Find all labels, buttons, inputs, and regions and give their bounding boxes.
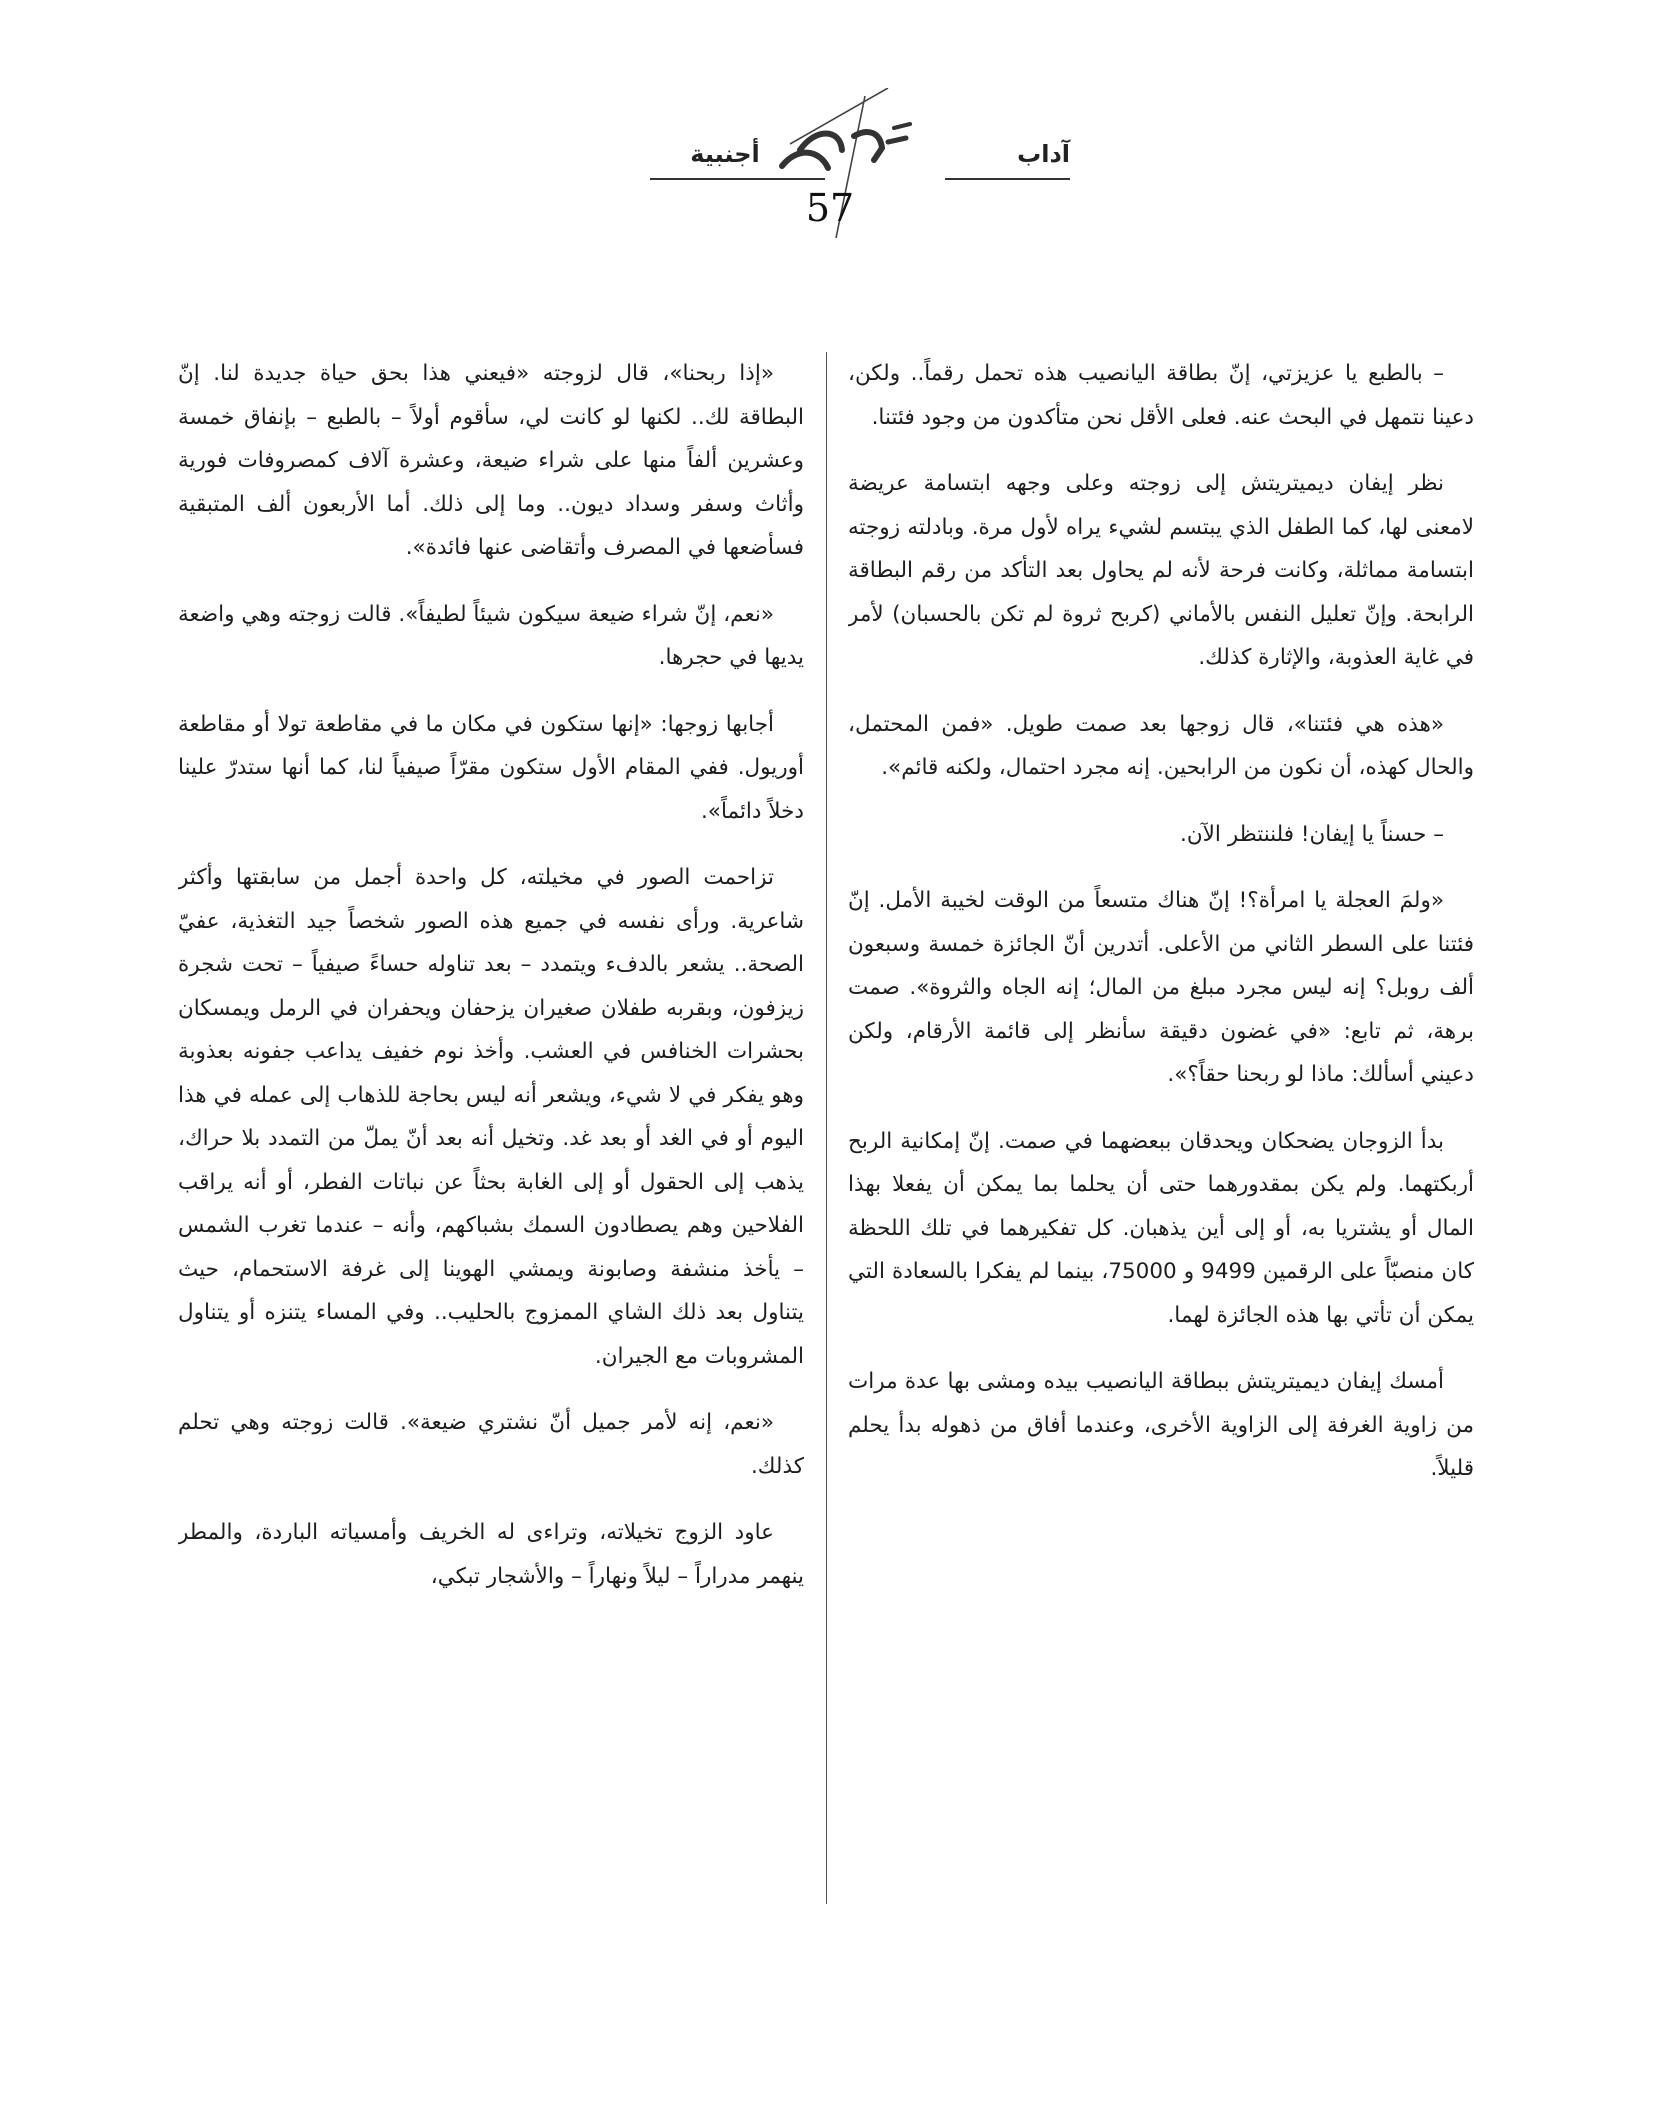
paragraph: «إذا ربحنا»، قال لزوجته «فيعني هذا بحق حياة جديدة لنا. إنّ البطاقة لك.. لكنها لو كانت لي، سأقوم أولاً – بالطبع – بإنفاق خمسة وعشرين ألفاً منها على شراء ضيعة، وعشرة آلاف كمصروفات فورية وأثاث وسفر وسداد ديون.. وما إلى ذلك. أما الأربعون ألف المتبقية فسأضعها في المصرف وأتقاضى عنها فائدة». <box>178 361 804 560</box>
paragraph: تزاحمت الصور في مخيلته، كل واحدة أجمل من سابقتها وأكثر شاعرية. ورأى نفسه في جميع هذه الصور شخصاً جيد التغذية، عفيّ الصحة.. يشعر بالدفء ويتمدد – بعد تناوله حساءً صيفياً – تحت شجرة زيزفون، وبقربه طفلان صغيران يزحفان ويحفران في الرمل ويمسكان بحشرات الخنافس في العشب. وأخذ نوم خفيف يداعب جفونه بعذوبة وهو يفكر في لا شيء، ويشعر أنه ليس بحاجة للذهاب إلى عمله في هذا اليوم أو في الغد أو بعد غد. وتخيل أنه بعد أنّ يملّ من التمدد بلا حراك، يذهب إلى الحقول أو إلى الغابة بحثاً عن نباتات الفطر، أو أنه يراقب الفلاحين وهم يصطادون السمك بشباكهم، وأنه – عندما تغرب الشمس – يأخذ منشفة وصابونة ويمشي الهوينا إلى غرفة الاستحمام، حيث يتناول بعد ذلك الشاي الممزوج بالحليب.. وفي المساء يتنزه أو يتناول المشروبات مع الجيران. <box>178 865 804 1369</box>
section-label-adab: آداب <box>1017 140 1070 168</box>
paragraph: «نعم، إنه لأمر جميل أنّ نشتري ضيعة». قالت زوجته وهي تحلم كذلك. <box>178 1410 804 1479</box>
paragraph: أجابها زوجها: «إنها ستكون في مكان ما في مقاطعة تولا أو مقاطعة أوريول. ففي المقام الأول ستكون مقرّاً صيفياً لنا، كما أنها ستدرّ علينا دخلاً دائماً». <box>178 711 804 824</box>
paragraph: بدأ الزوجان يضحكان ويحدقان ببعضهما في صمت. إنّ إمكانية الربح أربكتهما. ولم يكن بمقدورهما حتى أن يحلما بما يمكن أن يفعلا بهذا المال أو يشتريا به، أو إلى أين يذهبان. كل تفكيرهما في تلك اللحظة كان منصبّاً على الرقمين 9499 و 75000، بينما لم يفكرا بالسعادة التي يمكن أن تأتي بها هذه الجائزة لهما. <box>848 1128 1474 1328</box>
left-column <box>178 352 804 1912</box>
paragraph: – بالطبع يا عزيزتي، إنّ بطاقة اليانصيب هذه تحمل رقماً.. ولكن، دعينا نتمهل في البحث عنه. فعلى الأقل نحن متأكدون من وجود فئتنا. <box>848 361 1474 430</box>
page-header <box>0 0 1654 250</box>
paragraph: «ولمَ العجلة يا امرأة؟! إنّ هناك متسعاً من الوقت لخيبة الأمل. إنّ فئتنا على السطر الثاني من الأعلى. أتدرين أنّ الجائزة خمسة وسبعون ألف روبل؟ إنه ليس مجرد مبلغ من المال؛ إنه الجاه والثروة». صمت برهة، ثم تابع: «في غضون دقيقة سأنظر إلى قائمة الأرقام، ولكن دعيني أسألك: ماذا لو ربحنا حقاً؟». <box>848 888 1474 1087</box>
paragraph: نظر إيفان ديميتريتش إلى زوجته وعلى وجهه ابتسامة عريضة لامعنى لها، كما الطفل الذي يبتسم لشيء يراه لأول مرة. وبادلته زوجته ابتسامة مماثلة، وكانت فرحة لأنه لم يحاول بعد التأكد من رقم البطاقة الرابحة. وإنّ تعليل النفس بالأماني (كربح ثروة لم تكن بالحسبان) لأمر في غاية العذوبة، والإثارة كذلك. <box>848 471 1474 670</box>
column-divider <box>826 352 827 1904</box>
header-underline-right <box>945 178 1070 180</box>
paragraph: «نعم، إنّ شراء ضيعة سيكون شيئاً لطيفاً». قالت زوجته وهي واضعة يديها في حجرها. <box>178 601 804 670</box>
paragraph: عاود الزوج تخيلاته، وتراءى له الخريف وأمسياته الباردة، والمطر ينهمر مدراراً – ليلاً ونهاراً – والأشجار تبكي، <box>178 1520 804 1589</box>
paragraph: – حسناً يا إيفان! فلننتظر الآن. <box>1180 821 1444 847</box>
right-column <box>848 352 1474 1912</box>
paragraph: أمسك إيفان ديميتريتش ببطاقة اليانصيب بيده ومشى بها عدة مرات من زاوية الغرفة إلى الزاوية الأخرى، وعندما أفاق من ذهوله بدأ يحلم قليلاً. <box>848 1369 1474 1481</box>
section-label-ajnabiya: أجنبية <box>690 140 760 168</box>
page-number: 57 <box>805 186 855 230</box>
paragraph: «هذه هي فئتنا»، قال زوجها بعد صمت طويل. «فمن المحتمل، والحال كهذه، أن نكون من الرابحين. إنه مجرد احتمال، ولكنه قائم». <box>848 711 1474 780</box>
header-underline-left <box>650 178 825 180</box>
